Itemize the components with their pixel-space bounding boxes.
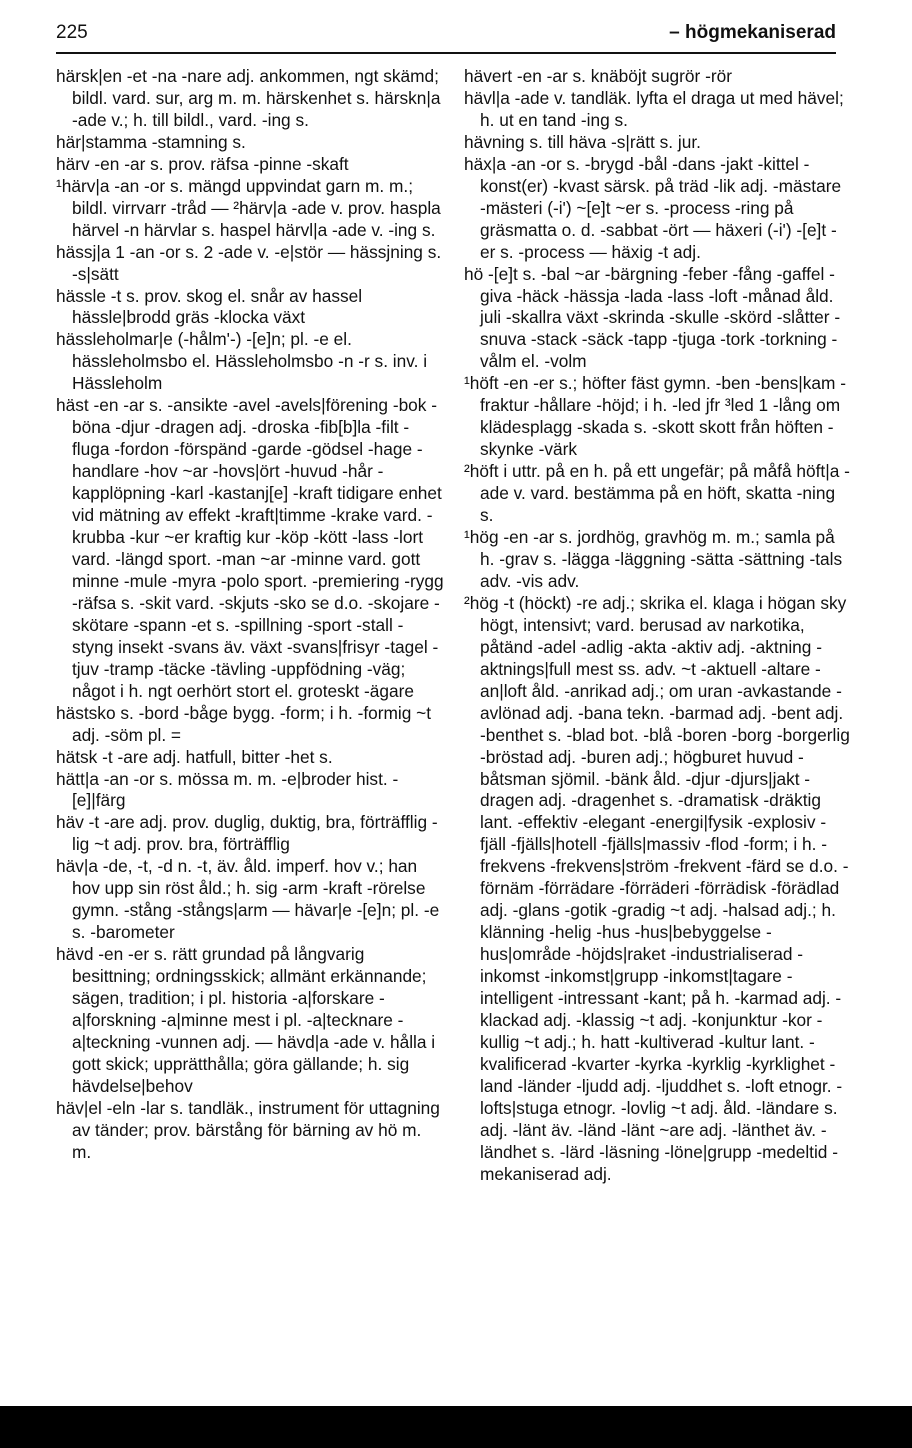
- dictionary-entry: hävert -en -ar s. knäböjt sugrör -rör: [464, 66, 732, 86]
- dictionary-entry: häst -en -ar s. -ansikte -avel -avels|förening -bok -böna -djur -dragen adj. -droska -fib[b]la -filt -fluga -fordon -förspänd -garde -gödsel -hage -handlare -hov ~ar -hovs|ört -huvud -hår -kapplöpning -karl -kastanj[e] -kraft tidigare enhet vid mätning av effekt -kraft|timme -krake vard. -krubba -kur ~er kraftig kur -köp -kött -lass -lort vard. -längd sport. -man ~ar -minne vard. gott minne -mule -myra -polo sport. -premiering -rygg -räfsa s. -skit vard. -skjuts -sko se d.o. -skojare -skötare -spann -et s. -spillning -sport -stall -styng insekt -svans äv. växt -svans|frisyr -tagel -tjuv -tramp -täcke -tävling -uppfödning -väg; något i h. ngt oerhört stort el. groteskt -ägare: [56, 395, 449, 701]
- header-rule: [56, 52, 836, 54]
- page-bottom-edge: [0, 1406, 912, 1448]
- dictionary-entry: ²höft i uttr. på en h. på ett ungefär; på måfå höft|a -ade v. vard. bestämma på en höft, skatta -ning s.: [464, 461, 850, 526]
- dictionary-entry: hävl|a -ade v. tandläk. lyfta el draga ut med hävel; h. ut en tand -ing s.: [464, 87, 849, 130]
- dictionary-entry: hässj|a 1 -an -or s. 2 -ade v. -e|stör — hässjning s. -s|sätt: [56, 241, 446, 284]
- dictionary-entry: hävd -en -er s. rätt grundad på långvarig besittning; ordningsskick; allmänt erkännande; sägen, tradition; i pl. historia -a|forskare -a|forskning -a|minne mest i pl. -a|tecknare -a|teckning -vunnen adj. — hävd|a -ade v. hålla i gott skick; upprätthålla; göra gällande; h. sig hävdelse|behov: [56, 944, 440, 1096]
- dictionary-entry: hätt|a -an -or s. mössa m. m. -e|broder hist. -[e]|färg: [56, 768, 399, 811]
- dictionary-entry: häv|a -de, -t, -d n. -t, äv. åld. imperf. hov v.; han hov upp sin röst åld.; h. sig -arm -kraft -rörelse gymn. -stång -stångs|arm — hävar|e -[e]n; pl. -e s. -barometer: [56, 856, 445, 943]
- dictionary-entry: härsk|en -et -na -nare adj. ankommen, ngt skämd; bildl. vard. sur, arg m. m. härskenhet s. härskn|a -ade v.; h. till bildl., vard. -ing s.: [56, 66, 446, 130]
- dictionary-entry: häv -t -are adj. prov. duglig, duktig, bra, förträfflig -lig ~t adj. prov. bra, förträfflig: [56, 812, 438, 855]
- dictionary-entry: hässleholmar|e (-hålm'-) -[e]n; pl. -e el. hässleholmsbo el. Hässleholmsbo -n -r s. inv. i Hässleholm: [56, 329, 432, 394]
- dictionary-entry: häx|a -an -or s. -brygd -bål -dans -jakt -kittel -konst(er) -kvast särsk. på träd -lik adj. -mästare -mästeri (-i') ~[e]t ~er s. -process -ring på gräsmatta o. d. -sabbat -ört — häxeri (-i') -[e]t -er s. -process — häxig -t adj.: [464, 153, 846, 262]
- right-column: [464, 66, 855, 1186]
- dictionary-entry: hästsko s. -bord -båge bygg. -form; i h. -formig ~t adj. -söm pl. =: [56, 702, 436, 745]
- dictionary-entry: hätsk -t -are adj. hatfull, bitter -het s.: [56, 746, 333, 767]
- running-head: – högmekaniserad: [669, 22, 836, 43]
- dictionary-entry: hävning s. till häva -s|rätt s. jur.: [464, 131, 701, 152]
- left-column: [56, 66, 449, 1164]
- dictionary-entry: här|stamma -stamning s.: [56, 131, 246, 152]
- dictionary-entry: ¹härv|a -an -or s. mängd uppvindat garn m. m.; bildl. virrvarr -tråd — ²härv|a -ade v. prov. haspla härvel -n härvlar s. haspel härvl|a -ade v. -ing s.: [56, 175, 446, 240]
- dictionary-entry: ¹hög -en -ar s. jordhög, gravhög m. m.; samla på h. -grav s. -lägga -läggning -sätta -sättning -tals adv. -vis adv.: [464, 527, 847, 591]
- dictionary-entry: ¹höft -en -er s.; höfter fäst gymn. -ben -bens|kam -fraktur -hållare -höjd; i h. -led jfr ³led 1 -lång om klädesplagg -skada s. -skott skott från höften -skynke -värk: [464, 373, 846, 460]
- dictionary-entry: härv -en -ar s. prov. räfsa -pinne -skaft: [56, 153, 349, 174]
- dictionary-entry: hässle -t s. prov. skog el. snår av hassel hässle|brodd gräs -klocka växt: [56, 285, 367, 328]
- dictionary-entry: hö -[e]t s. -bal ~ar -bärgning -feber -fång -gaffel -giva -häck -hässja -lada -lass -loft -månad åld. juli -skallra växt -skrinda -skulle -skörd -slåtter -snuva -stack -säck -tapp -tjuga -tork -torkning -vålm el. -volm: [464, 263, 841, 372]
- dictionary-entry: ²hög -t (höckt) -re adj.; skrika el. klaga i högan sky högt, intensivt; vard. berusad av narkotika, påtänd -adel -adlig -akta -aktiv adj. -aktning -aktnings|full mest ss. adv. ~t -aktuell -altare -an|loft åld. -anrikad adj.; om uran -avkastande -avlönad adj. -bana tekn. -barmad adj. -bent adj. -benthet s. -blad bot. -blå -boren -borg -borgerlig -bröstad adj. -buren adj.; högburet huvud -båtsman sjömil. -bänk åld. -djur -djurs|jakt -dragen adj. -dragenhet s. -dramatisk -dräktig lant. -effektiv -elegant -energi|fysik -explosiv -fjäll -fjälls|hotell -fjälls|massiv -flod -form; i h. -frekvens -frekvens|ström -frekvent -färd se d.o. -förnäm -förrädare -förräderi -förrädisk -förädlad adj. -glans -gotik -gradig ~t adj. -halsad adj.; h. klänning -helig -hus -hus|bebyggelse -hus|område -höjds|raket -industrialiserad -inkomst -inkomst|grupp -inkomst|tagare -intelligent -intressant -kant; på h. -karmad adj. -klackad adj. -klassig ~t adj. -konjunktur -kor -kullig ~t adj.; h. hatt -kultiverad -kultur lant. -kvalificerad -kvarter -kyrka -kyrklig -kyrklighet -land -länder -ljudd adj. -ljuddhet s. -loft etnogr. -lofts|stuga etnogr. -lovlig ~t adj. åld. -ländare s. adj. -länt äv. -länd -länt ~are adj. -länthet äv. -ländhet s. -lärd -läsning -löne|grupp -medeltid -mekaniserad adj.: [464, 592, 855, 1184]
- page-number: 225: [56, 22, 88, 43]
- dictionary-entry: häv|el -eln -lar s. tandläk., instrument för uttagning av tänder; prov. bärstång för bärning av hö m. m.: [56, 1097, 445, 1162]
